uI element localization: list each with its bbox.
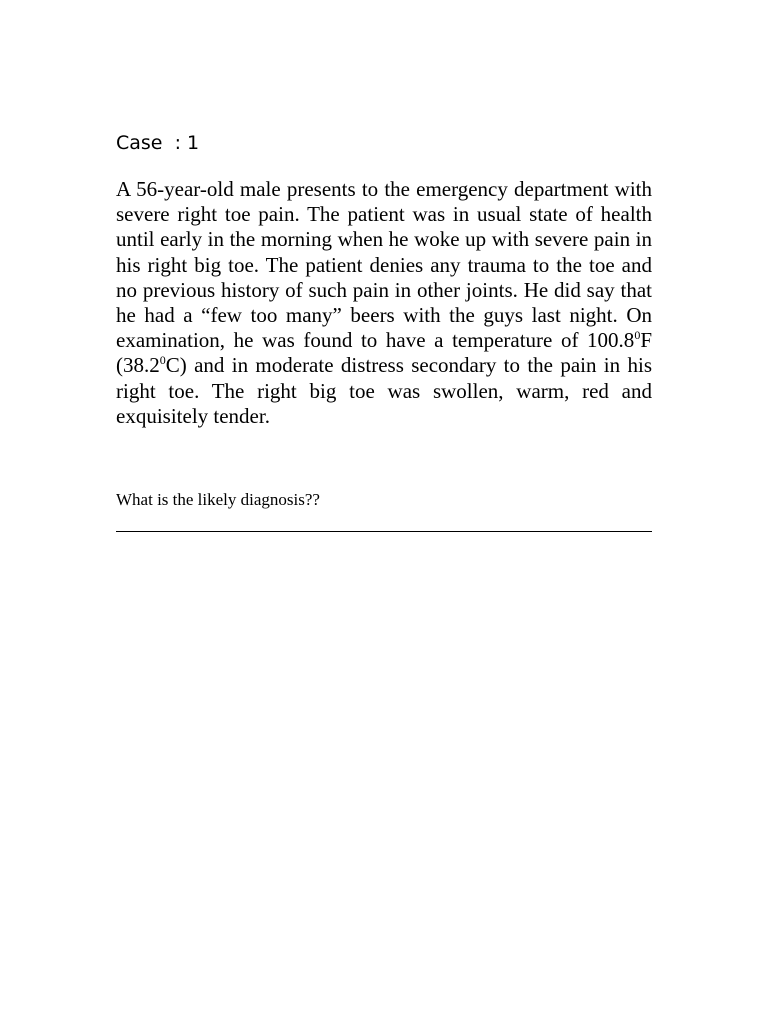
answer-line <box>116 531 652 532</box>
case-text-part-3: C) and in moderate distress secondary to the pain in his right toe. The right big toe was swollen, warm, red and exquisitely tender. <box>116 353 652 428</box>
degree-superscript-1: 0 <box>634 328 641 343</box>
case-text-part-2: F (38.2 <box>116 328 652 378</box>
degree-superscript-2: 0 <box>159 353 166 368</box>
case-text-part-1: A 56-year-old male presents to the emergency department with severe right toe pain. The patient was in usual state of health until early in the morning when he woke up with severe pain in his right big toe. The patient denies any trauma to the toe and no previous history of such pain in other joints. He did say that he had a “few too many” beers with the guys last night. On examination, he was found to have a temperature of 100.8 <box>116 177 652 353</box>
case-description <box>116 177 652 429</box>
question-prompt: What is the likely diagnosis?? <box>116 490 320 509</box>
case-heading: Case : 1 <box>116 132 200 154</box>
